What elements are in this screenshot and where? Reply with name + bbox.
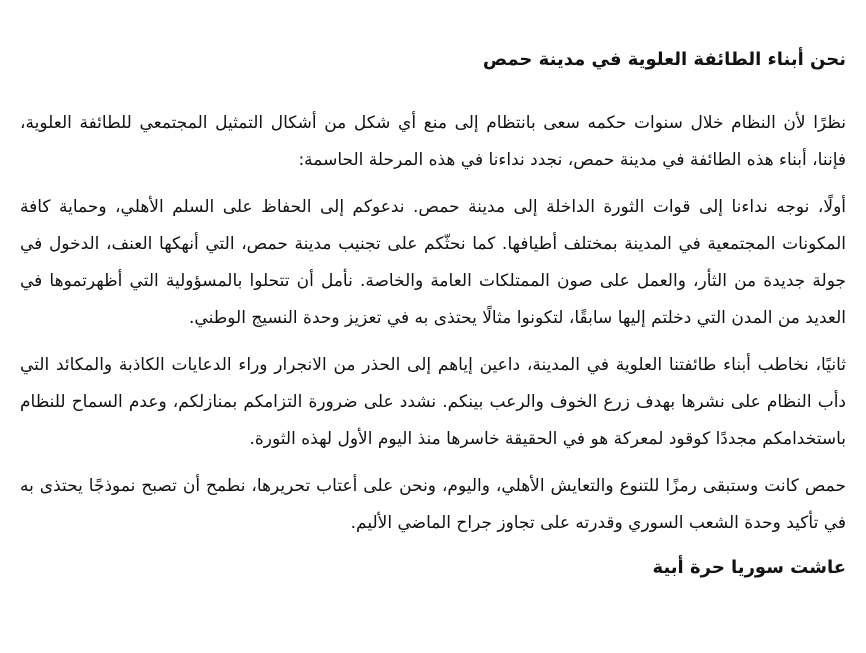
closing-slogan: عاشت سوريا حرة أبية bbox=[652, 557, 846, 578]
paragraph-intro: نظرًا لأن النظام خلال سنوات حكمه سعى بانتظام إلى منع أي شكل من أشكال التمثيل المجتمعي للطائفة العلوية، فإننا، أبناء هذه الطائفة في مدينة حمص، نجدد نداءنا في هذه المرحلة الحاسمة: bbox=[20, 113, 846, 170]
paragraph-second-point: ثانيًا، نخاطب أبناء طائفتنا العلوية في المدينة، داعين إياهم إلى الحذر من الانجرار وراء الدعايات الكاذبة والمكائد التي دأب النظام على نشرها بهدف زرع الخوف والرعب بينكم. نشدد على ضرورة التزامكم بمنازلكم، وعدم السماح للنظام باستخدامكم مجددًا كوقود لمعركة هو في الحقيقة خاسرها منذ اليوم الأول لهذه الثورة. bbox=[20, 355, 846, 449]
paragraph-first-point: أولًا، نوجه نداءنا إلى قوات الثورة الداخلة إلى مدينة حمص. ندعوكم إلى الحفاظ على السلم الأهلي، وحماية كافة المكونات المجتمعية في المدينة بمختلف أطيافها. كما نحثّكم على تجنيب مدينة حمص، التي أنهكها العنف، الدخول في جولة جديدة من الثأر، والعمل على صون الممتلكات العامة والخاصة. نأمل أن تتحلوا بالمسؤولية التي أظهرتموها في العديد من المدن التي دخلتم إليها سابقًا، لتكونوا مثالًا يحتذى به في تعزيز وحدة النسيج الوطني. bbox=[20, 197, 846, 328]
document-title: نحن أبناء الطائفة العلوية في مدينة حمص bbox=[482, 49, 846, 70]
paragraph-conclusion: حمص كانت وستبقى رمزًا للتنوع والتعايش الأهلي، واليوم، ونحن على أعتاب تحريرها، نطمح أن تصبح نموذجًا يحتذى به في تأكيد وحدة الشعب السوري وقدرته على تجاوز جراح الماضي الأليم. bbox=[20, 476, 846, 533]
